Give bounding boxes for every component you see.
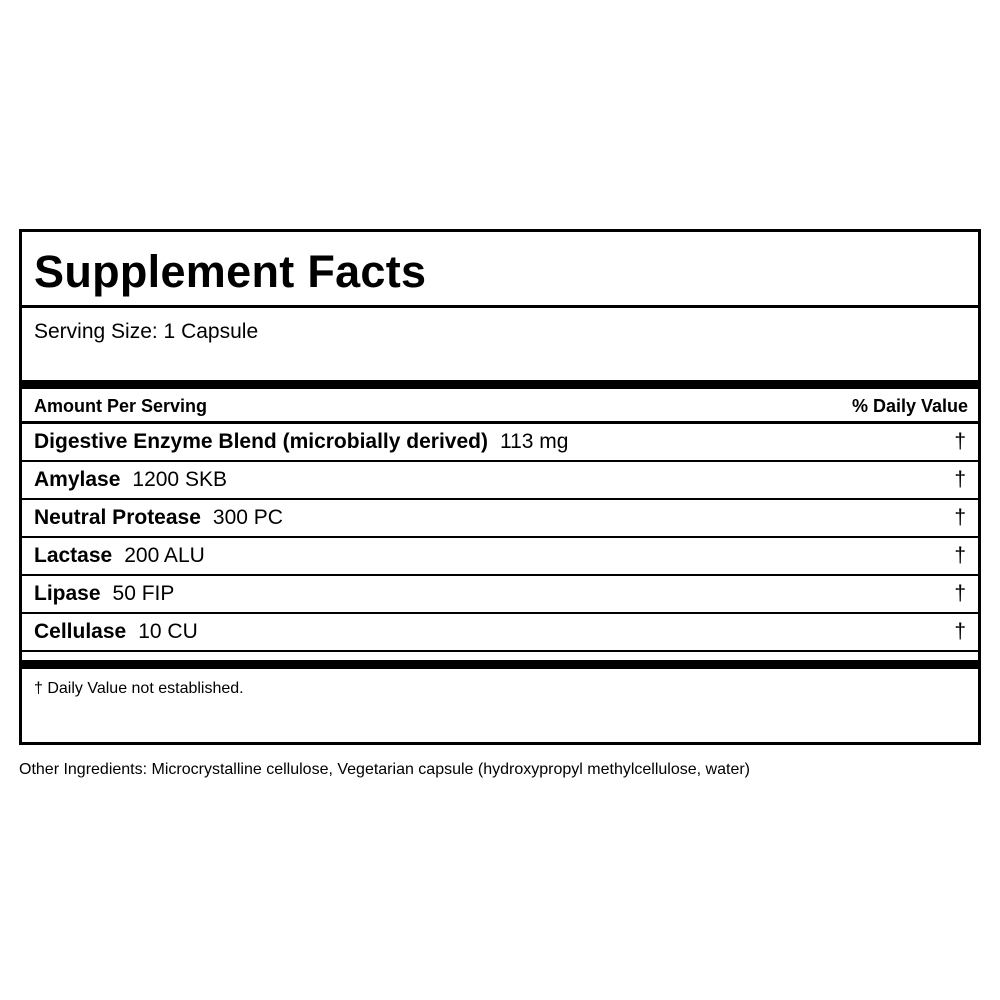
- ingredient-amount: 300 PC: [212, 506, 283, 529]
- footnote-row: [22, 669, 978, 729]
- other-ingredients: Other Ingredients: Microcrystalline cellulose, Vegetarian capsule (hydroxypropyl methylcellulose, water): [19, 761, 750, 778]
- ingredient-dv: †: [954, 430, 966, 453]
- thick-divider: [22, 380, 978, 389]
- serving-size-row: [22, 308, 978, 380]
- amount-per-serving-label: Amount Per Serving: [34, 396, 208, 416]
- ingredient-name: Neutral Protease: [34, 506, 201, 529]
- ingredient-amount: 1200 SKB: [132, 468, 227, 491]
- ingredient-name: Cellulase: [34, 620, 127, 643]
- thick-divider-bottom: [22, 660, 978, 669]
- table-header: [22, 389, 978, 424]
- ingredient-dv: †: [954, 620, 966, 643]
- ingredient-dv: †: [954, 468, 966, 491]
- ingredient-amount: 200 ALU: [124, 544, 205, 567]
- table-row: [22, 462, 978, 500]
- table-row: [22, 576, 978, 614]
- ingredient-dv: †: [954, 582, 966, 605]
- ingredient-name: Lactase: [34, 544, 113, 567]
- table-row: [22, 500, 978, 538]
- table-row: [22, 538, 978, 576]
- ingredient-amount: 113 mg: [499, 430, 569, 453]
- daily-value-label: % Daily Value: [851, 396, 968, 416]
- ingredient-dv: †: [954, 544, 966, 567]
- ingredient-amount: 50 FIP: [112, 582, 175, 605]
- table-row: [22, 614, 978, 652]
- ingredient-name: Amylase: [34, 468, 121, 491]
- title-row: [22, 232, 978, 308]
- ingredient-amount: 10 CU: [138, 620, 198, 643]
- table-row: [22, 424, 978, 462]
- ingredient-name: Digestive Enzyme Blend (microbially derived): [34, 430, 488, 453]
- panel-title: Supplement Facts: [34, 246, 427, 297]
- ingredient-name: Lipase: [34, 582, 101, 605]
- serving-size: Serving Size: 1 Capsule: [34, 320, 259, 343]
- spacer: [22, 652, 978, 660]
- ingredient-dv: †: [954, 506, 966, 529]
- ingredient-rows: [22, 424, 978, 652]
- supplement-facts-panel: [19, 229, 981, 745]
- daily-value-footnote: † Daily Value not established.: [34, 680, 244, 697]
